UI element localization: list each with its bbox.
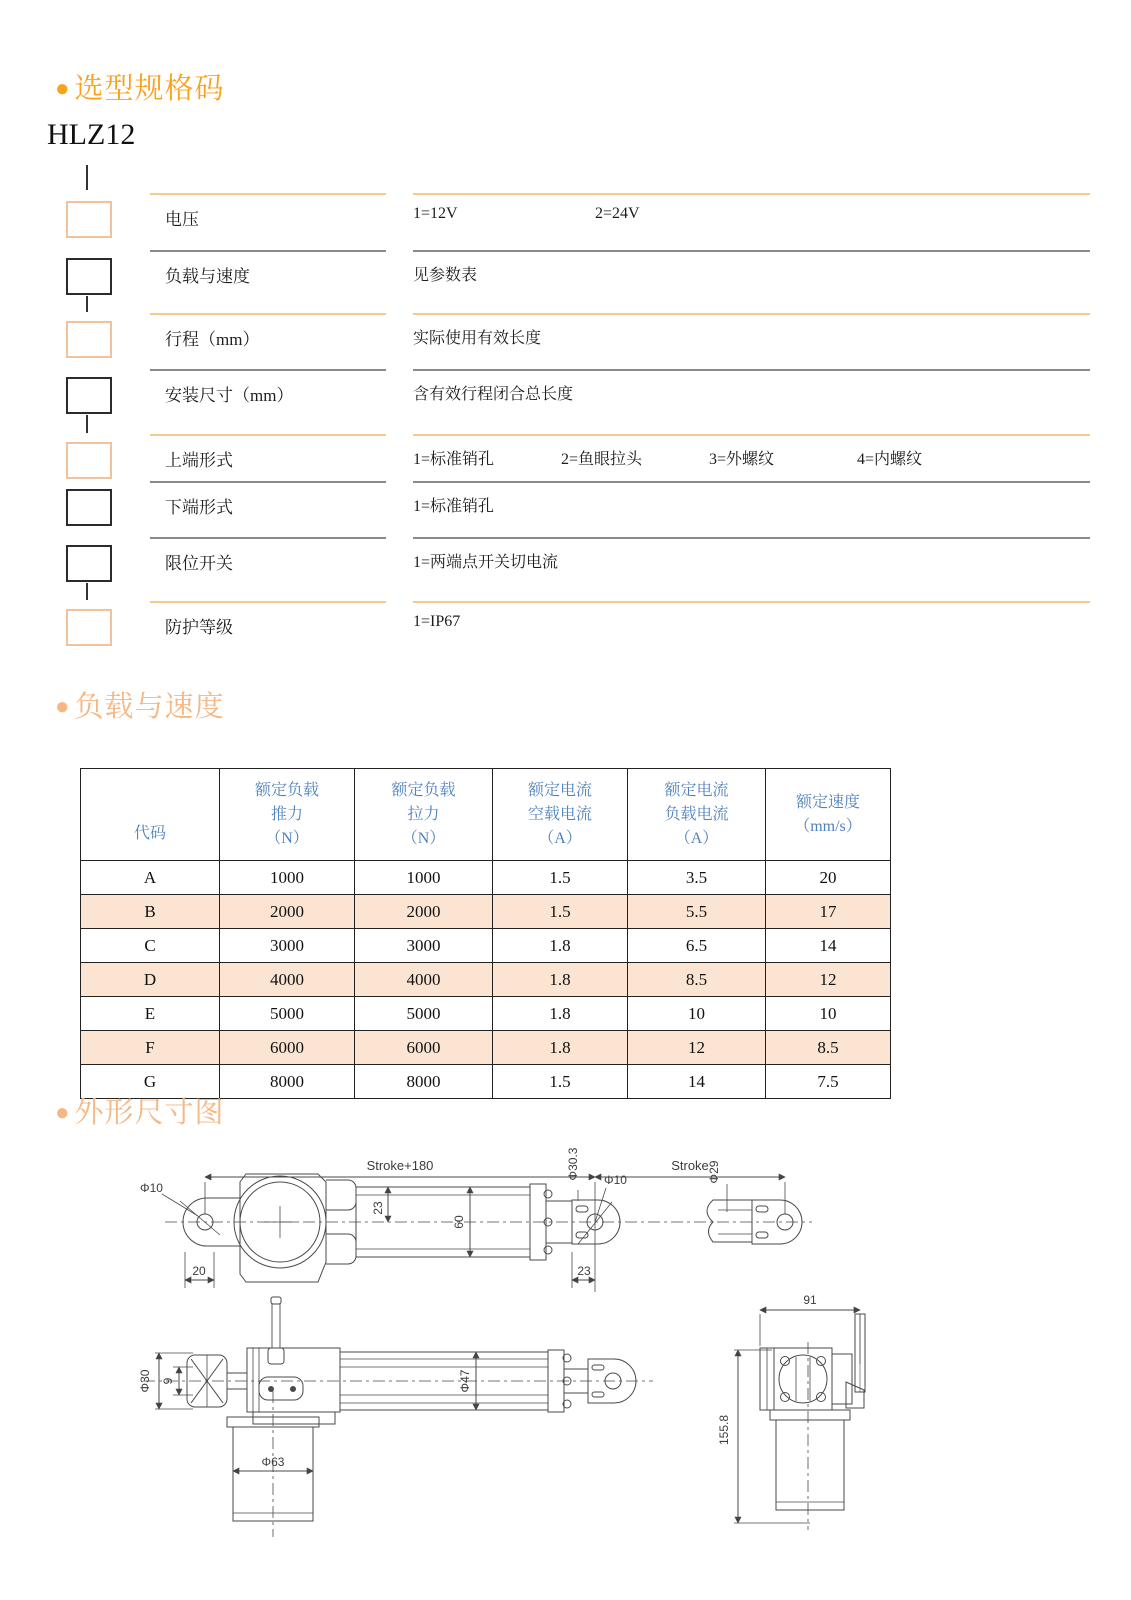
dim-label-phi47: Φ47 <box>458 1369 472 1393</box>
cell: 7.5 <box>766 1065 891 1099</box>
dim-label-stroke: Stroke <box>671 1158 709 1173</box>
cell: 5.5 <box>628 895 766 929</box>
spec-options <box>413 205 640 223</box>
cell: 6000 <box>220 1031 355 1065</box>
cell: 3000 <box>355 929 493 963</box>
dim-label-23-right: 23 <box>577 1264 591 1278</box>
divider <box>413 481 1090 483</box>
cell: 1000 <box>220 861 355 895</box>
dim-label-23-left: 23 <box>371 1201 385 1215</box>
cell: 2000 <box>220 895 355 929</box>
dim-label-phi29: Φ29 <box>707 1160 721 1184</box>
spec-option: 2=鱼眼拉头 <box>561 451 643 468</box>
spec-row-bottom-end <box>0 481 1131 537</box>
table-row <box>81 861 891 895</box>
spec-label: 电压 <box>165 210 199 229</box>
divider <box>413 250 1090 252</box>
col-header-noload-current: 额定电流 空载电流 （A） <box>493 769 628 861</box>
spec-row-install-size <box>0 369 1131 425</box>
load-speed-table <box>80 768 891 1099</box>
spec-options <box>413 325 541 348</box>
spec-option: 1=两端点开关切电流 <box>413 554 559 571</box>
divider <box>413 193 1090 195</box>
section-title-spec-code <box>55 66 225 107</box>
side-view-drawing <box>140 1122 930 1302</box>
divider <box>150 369 386 371</box>
spec-row-protection <box>0 601 1131 657</box>
cell: 17 <box>766 895 891 929</box>
cell: 6.5 <box>628 929 766 963</box>
dim-label-phi30-3: Φ30.3 <box>566 1147 580 1181</box>
dim-label-phi63: Φ63 <box>261 1455 285 1469</box>
bullet-icon: ● <box>55 76 71 102</box>
spec-label: 行程（mm） <box>165 330 260 349</box>
dim-label-60: 60 <box>452 1215 466 1229</box>
cell: 20 <box>766 861 891 895</box>
section-title-load-speed <box>55 684 225 725</box>
divider <box>150 313 386 315</box>
cell: 1.5 <box>493 895 628 929</box>
cell: 8000 <box>220 1065 355 1099</box>
cell: 1.8 <box>493 963 628 997</box>
spec-option: 1=标准销孔 <box>413 451 495 468</box>
cell: 1.8 <box>493 997 628 1031</box>
table-row <box>81 997 891 1031</box>
cell: 3.5 <box>628 861 766 895</box>
divider <box>150 434 386 436</box>
cell: 12 <box>628 1031 766 1065</box>
cell: 10 <box>628 997 766 1031</box>
spec-option: 2=24V <box>595 205 640 222</box>
cell: 8000 <box>355 1065 493 1099</box>
divider <box>413 434 1090 436</box>
cell: F <box>81 1031 220 1065</box>
cell: 8.5 <box>628 963 766 997</box>
spec-option: 1=12V <box>413 205 458 222</box>
cell: 4000 <box>220 963 355 997</box>
divider <box>413 369 1090 371</box>
dim-label-91: 91 <box>803 1293 817 1307</box>
cell: 1.5 <box>493 1065 628 1099</box>
spec-option: 3=外螺纹 <box>709 451 775 468</box>
divider <box>150 601 386 603</box>
spec-options <box>413 613 460 631</box>
col-header-code: 代码 <box>81 769 220 861</box>
spec-option: 1=IP67 <box>413 613 461 630</box>
col-header-speed: 额定速度 （mm/s） <box>766 769 891 861</box>
divider <box>413 601 1090 603</box>
divider <box>413 313 1090 315</box>
cell: 5000 <box>355 997 493 1031</box>
spec-options <box>413 493 494 516</box>
divider <box>150 250 386 252</box>
end-view-drawing <box>690 1278 920 1540</box>
section-title-text: 选型规格码 <box>74 73 225 105</box>
spec-options <box>413 262 477 285</box>
cell: 6000 <box>355 1031 493 1065</box>
spec-row-stroke <box>0 313 1131 369</box>
cell: 1.8 <box>493 1031 628 1065</box>
model-code: HLZ12 <box>47 118 136 151</box>
spec-options <box>413 381 573 404</box>
end-view-lines <box>734 1310 865 1530</box>
cell: G <box>81 1065 220 1099</box>
cell: 1000 <box>355 861 493 895</box>
col-header-pull: 额定负载 拉力 （N） <box>355 769 493 861</box>
spec-option: 含有效行程闭合总长度 <box>413 386 574 403</box>
spec-option: 1=标准销孔 <box>413 498 495 515</box>
cell: 1.5 <box>493 861 628 895</box>
cell: 12 <box>766 963 891 997</box>
cell: 14 <box>766 929 891 963</box>
divider <box>150 537 386 539</box>
divider <box>150 481 386 483</box>
cell: 5000 <box>220 997 355 1031</box>
spec-option: 见参数表 <box>413 267 478 284</box>
table-row <box>81 963 891 997</box>
spec-label: 上端形式 <box>165 451 233 470</box>
dim-label-20: 20 <box>192 1264 206 1278</box>
cell: B <box>81 895 220 929</box>
cell: A <box>81 861 220 895</box>
cell: 1.8 <box>493 929 628 963</box>
bullet-icon: ● <box>55 1100 71 1126</box>
cell: C <box>81 929 220 963</box>
spec-row-voltage <box>0 193 1131 249</box>
spec-label: 防护等级 <box>165 618 233 637</box>
spec-option: 4=内螺纹 <box>857 451 923 468</box>
cell: 3000 <box>220 929 355 963</box>
cell: 8.5 <box>766 1031 891 1065</box>
dim-label-155-8: 155.8 <box>717 1414 731 1446</box>
bullet-icon: ● <box>55 694 71 720</box>
spec-options <box>413 446 922 469</box>
spec-label: 负载与速度 <box>165 267 250 286</box>
spec-options <box>413 549 558 572</box>
top-view-lines <box>143 1297 653 1537</box>
dim-label-stroke-180: Stroke+180 <box>366 1158 434 1173</box>
cell: 10 <box>766 997 891 1031</box>
divider <box>150 193 386 195</box>
cell: D <box>81 963 220 997</box>
section-title-text: 负载与速度 <box>74 691 225 723</box>
dim-label-phi30: Φ30 <box>138 1369 152 1393</box>
section-title-text: 外形尺寸图 <box>74 1097 225 1129</box>
spec-row-load-speed <box>0 250 1131 306</box>
spec-row-limit-switch <box>0 537 1131 593</box>
table-row <box>81 895 891 929</box>
spec-option: 实际使用有效长度 <box>413 330 542 347</box>
table-row <box>81 929 891 963</box>
side-view-lines <box>162 1174 812 1292</box>
spec-label: 安装尺寸（mm） <box>165 386 294 405</box>
table-row <box>81 1031 891 1065</box>
cell: 14 <box>628 1065 766 1099</box>
table-header-row <box>81 769 891 861</box>
dim-label-phi10-left: Φ10 <box>140 1181 163 1195</box>
dim-label-phi10-right: Φ10 <box>604 1173 627 1187</box>
col-header-load-current: 额定电流 负载电流 （A） <box>628 769 766 861</box>
spec-label: 下端形式 <box>165 498 233 517</box>
connector-line <box>86 165 88 190</box>
col-header-push: 额定负载 推力 （N） <box>220 769 355 861</box>
top-view-drawing <box>135 1295 665 1543</box>
divider <box>413 537 1090 539</box>
spec-label: 限位开关 <box>165 554 233 573</box>
dim-label-9: 9 <box>161 1377 175 1385</box>
cell: E <box>81 997 220 1031</box>
cell: 2000 <box>355 895 493 929</box>
cell: 4000 <box>355 963 493 997</box>
